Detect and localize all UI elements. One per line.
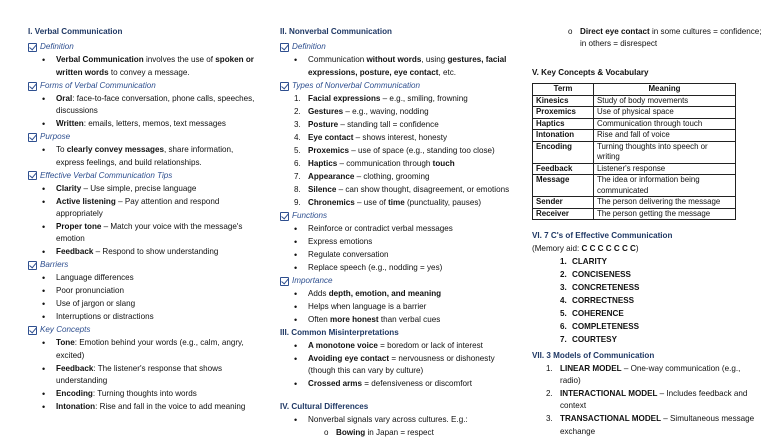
- list-item: 7. Appearance – clothing, grooming: [294, 171, 430, 181]
- list-item: • Active listening – Pay attention and respond appropriately: [28, 196, 260, 221]
- table-row: Intonation Rise and fall of voice: [533, 130, 736, 142]
- list-item: 3. TRANSACTIONAL MODEL – Simultaneous message exchange: [546, 414, 755, 436]
- table-row: Kinesics Study of body movements: [533, 95, 736, 107]
- checkbox-icon: [28, 133, 37, 142]
- sub-list-item: o Direct eye contact in some cultures = confidence; in others = disrespect: [524, 26, 762, 51]
- list-item: • Clarity – Use simple, precise language: [28, 183, 260, 195]
- list-item: • Intonation: Rise and fall in the voice to add meaning: [28, 401, 260, 413]
- list-item: 5. COHERENCE: [560, 308, 624, 318]
- table-header-row: [533, 84, 736, 96]
- memory-aid: (Memory aid: C C C C C C C): [532, 243, 639, 253]
- list-item: • Written: emails, letters, memos, text messages: [28, 118, 260, 130]
- table-row: Feedback Listener's response: [533, 163, 736, 175]
- table-header: Term: [533, 84, 594, 96]
- section-title-7cs: VI. 7 C's of Effective Communication: [532, 231, 673, 241]
- sub-list-item: o Bowing in Japan = respect: [280, 427, 510, 439]
- list-item: • A monotone voice = boredom or lack of interest: [280, 340, 510, 352]
- table-header: Meaning: [594, 84, 736, 96]
- checkbox-icon: [280, 212, 289, 221]
- list-item: • Language differences: [28, 272, 260, 284]
- list-item: 7. COURTESY: [560, 334, 617, 344]
- heading-barriers: Barriers: [28, 259, 260, 271]
- heading-definition: Definition: [280, 41, 510, 53]
- list-item: • Often more honest than verbal cues: [280, 314, 510, 326]
- heading-purpose: Purpose: [28, 131, 260, 143]
- list-item: 5. Proxemics – use of space (e.g., standing too close): [294, 145, 495, 155]
- table-row: Receiver The person getting the message: [533, 208, 736, 220]
- list-item: 9. Chronemics – use of time (punctuality, pauses): [294, 197, 482, 207]
- table-row: Message The idea or information being communicated: [533, 175, 736, 197]
- list-item: 2. CONCISENESS: [560, 269, 631, 279]
- section-title-vocab: V. Key Concepts & Vocabulary: [532, 67, 649, 77]
- table-row: Proxemics Use of physical space: [533, 107, 736, 119]
- list-item: • Poor pronunciation: [28, 285, 260, 297]
- column-right: [532, 26, 762, 439]
- checkbox-icon: [28, 326, 37, 335]
- list-item: • Nonverbal signals vary across cultures. E.g.:: [280, 414, 510, 426]
- list-item: • Feedback – Respond to show understanding: [28, 246, 260, 258]
- list-item: • Express emotions: [280, 236, 510, 248]
- list-item: • Feedback: The listener's response that shows understanding: [28, 363, 260, 388]
- heading-functions: Functions: [280, 210, 510, 222]
- list-item: • Communication without words, using gestures, facial expressions, posture, eye contact, etc.: [280, 54, 510, 79]
- list-item: • Verbal Communication involves the use of spoken or written words to convey a message.: [28, 54, 260, 79]
- checkbox-icon: [28, 43, 37, 52]
- list-item: 6. Haptics – communication through touch: [294, 158, 455, 168]
- table-row: Haptics Communication through touch: [533, 118, 736, 130]
- section-title-verbal: I. Verbal Communication: [28, 27, 123, 36]
- checkbox-icon: [28, 261, 37, 270]
- list-item: • To clearly convey messages, share information, express feelings, and build relationships.: [28, 144, 260, 169]
- section-title-models: VII. 3 Models of Communication: [532, 350, 655, 360]
- heading-types: Types of Nonverbal Communication: [280, 80, 510, 92]
- list-item: 4. CORRECTNESS: [560, 295, 635, 305]
- list-item: • Interruptions or distractions: [28, 311, 260, 323]
- list-item: • Replace speech (e.g., nodding = yes): [280, 262, 510, 274]
- list-item: • Reinforce or contradict verbal messages: [280, 223, 510, 235]
- checkbox-icon: [280, 82, 289, 91]
- heading-definition: Definition: [28, 41, 260, 53]
- list-item: 2. Gestures – e.g., waving, nodding: [294, 106, 429, 116]
- column-nonverbal: [280, 26, 510, 440]
- list-item: • Regulate conversation: [280, 249, 510, 261]
- section-title-nonverbal: II. Nonverbal Communication: [280, 27, 392, 36]
- section-title-cultural: IV. Cultural Differences: [280, 402, 369, 412]
- list-item: • Tone: Emotion behind your words (e.g., calm, angry, excited): [28, 337, 260, 362]
- list-item: 2. INTERACTIONAL MODEL – Includes feedback and context: [546, 389, 748, 411]
- section-title-misinterpretations: III. Common Misinterpretations: [280, 327, 399, 337]
- heading-forms: Forms of Verbal Communication: [28, 80, 260, 92]
- list-item: • Adds depth, emotion, and meaning: [280, 288, 510, 300]
- table-row: Encoding Turning thoughts into speech or writing: [533, 141, 736, 163]
- heading-importance: Importance: [280, 275, 510, 287]
- list-item: 1. CLARITY: [560, 256, 608, 266]
- vocab-table: [532, 83, 736, 220]
- heading-key-concepts: Key Concepts: [28, 324, 260, 336]
- checkbox-icon: [280, 277, 289, 286]
- list-item: • Oral: face-to-face conversation, phone calls, speeches, discussions: [28, 93, 260, 118]
- table-row: Sender The person delivering the message: [533, 197, 736, 209]
- list-item: • Use of jargon or slang: [28, 298, 260, 310]
- list-item: 3. CONCRETENESS: [560, 282, 640, 292]
- list-item: 3. Posture – standing tall = confidence: [294, 119, 439, 129]
- list-item: • Crossed arms = defensiveness or discomfort: [280, 378, 510, 390]
- checkbox-icon: [280, 43, 289, 52]
- list-item: 6. COMPLETENESS: [560, 321, 640, 331]
- list-item: 1. Facial expressions – e.g., smiling, frowning: [294, 93, 468, 103]
- list-item: • Helps when language is a barrier: [280, 301, 510, 313]
- checkbox-icon: [28, 171, 37, 180]
- heading-tips: Effective Verbal Communication Tips: [28, 170, 260, 182]
- column-verbal: [28, 26, 260, 414]
- list-item: • Encoding: Turning thoughts into words: [28, 388, 260, 400]
- list-item: 4. Eye contact – shows interest, honesty: [294, 132, 448, 142]
- list-item: 1. LINEAR MODEL – One-way communication (e.g., radio): [546, 363, 741, 386]
- list-item: • Proper tone – Match your voice with the message's emotion: [28, 221, 260, 246]
- checkbox-icon: [28, 82, 37, 91]
- list-item: • Avoiding eye contact = nervousness or dishonesty (though this can vary by culture): [280, 353, 510, 378]
- list-item: 8. Silence – can show thought, disagreement, or emotions: [294, 184, 510, 194]
